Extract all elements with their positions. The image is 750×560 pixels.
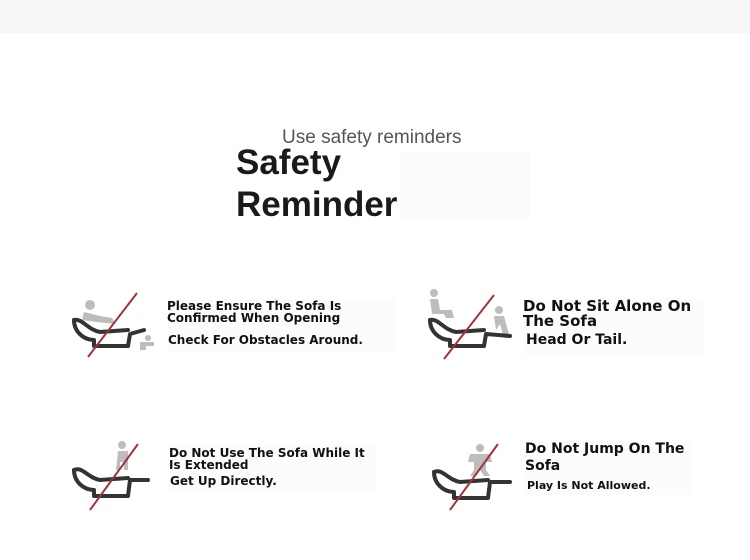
top-bar [0,0,750,33]
no-standing-sofa-icon [70,440,160,512]
title-line-2: Reminder [236,185,398,224]
title-line-1: Safety [236,143,342,182]
reminder-body: Head Or Tail. [526,332,628,348]
reminder-text-jumping [525,441,693,495]
reminder-body: Check For Obstacles Around. [168,333,363,347]
reminder-heading: Please Ensure The Sofa Is Confirmed When Opening [167,299,342,325]
title-background [400,152,530,218]
reminder-text-extended [169,446,377,492]
reminder-text-sitting [523,298,703,355]
reminder-body: Play Is Not Allowed. [527,479,651,492]
section-title [236,142,397,226]
no-jumping-sofa-icon [430,440,520,512]
reminder-heading: Do Not Jump On The Sofa [525,441,685,474]
reminder-heading: Do Not Use The Sofa While It Is Extended [169,446,365,472]
section-subtitle: Use safety reminders [282,127,462,148]
no-sitting-sofa-icon [426,288,516,360]
reminder-heading: Do Not Sit Alone On The Sofa [523,297,692,330]
no-obstacles-sofa-icon [70,290,160,360]
reminder-body: Get Up Directly. [170,474,277,488]
reminder-text-obstacles [167,299,395,353]
